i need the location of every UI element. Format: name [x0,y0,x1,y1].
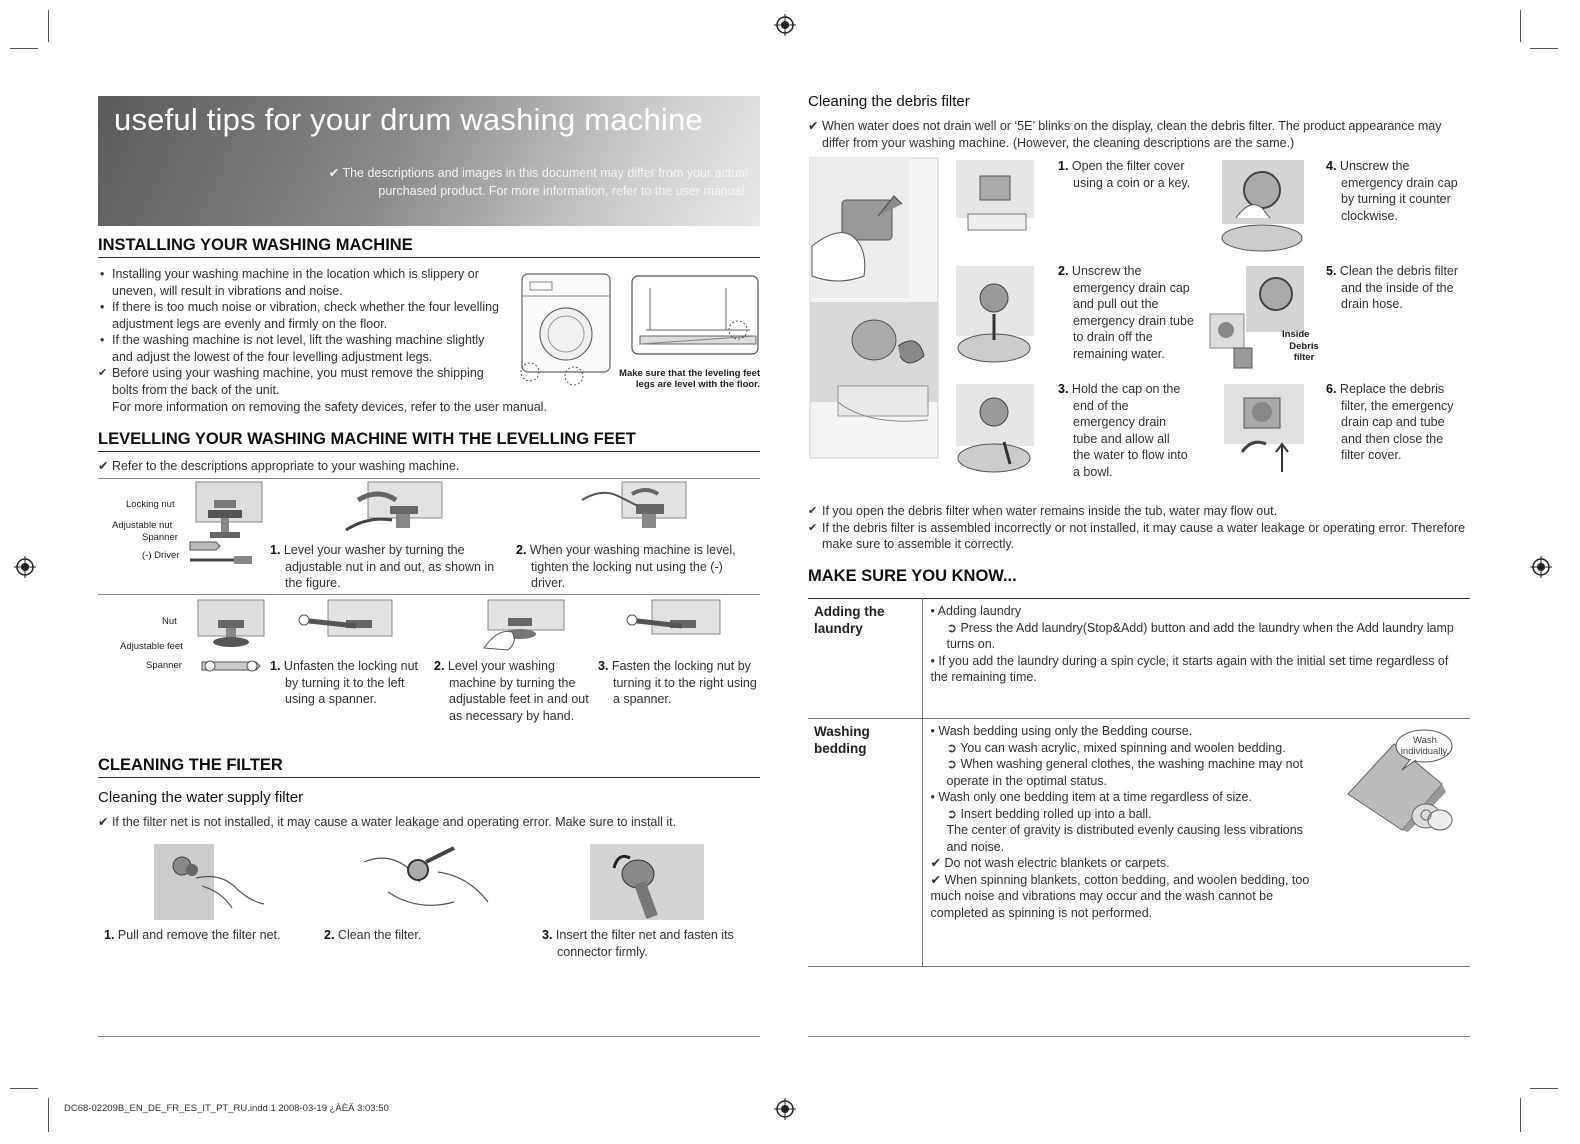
levelling-row2-step3-illustration [624,598,724,648]
installing-more: For more information on removing the safety devices, refer to the user manual. [112,400,547,414]
registration-mark-icon [1530,556,1552,578]
divider [98,478,760,479]
label-adjustable-feet: Adjustable feet [120,641,183,652]
levelling-row2-step2-illustration [468,598,568,654]
crop-mark [10,48,38,49]
list-item: • Installing your washing machine in the location which is slippery or uneven, will result in vibrations and noise. [98,266,508,299]
list-item: ➲ When washing general clothes, the washing machine may not operate in the optimal status. [946,757,1304,788]
debris-step6-illustration [1222,382,1306,482]
banner-note: ✔ The descriptions and images in this document may differ from your actual purchased product. For more information, refer to the user manual. [328,166,748,198]
debris-notes [808,503,1472,553]
label-nut: Nut [162,616,177,627]
water-filter-step1: 1. Pull and remove the filter net. [104,928,281,942]
debris-step5: 5. Clean the debris filter and the inside of the drain hose. [1326,264,1459,311]
installing-list [98,266,508,398]
crop-mark [1530,48,1558,49]
crop-mark [10,1088,38,1089]
list-item: ✔ Before using your washing machine, you must remove the shipping bolts from the back of the unit. [98,365,508,398]
debris-step1-illustration [954,158,1036,234]
list-item: • If the washing machine is not level, lift the washing machine slightly and adjust the lowest of the four levelling adjustment legs. [98,332,508,365]
registration-mark-icon [774,1098,796,1120]
list-item: • If you add the laundry during a spin cycle, it starts again with the initial set time regardless of the remaining time. [930,653,1449,684]
label-adjustable-nut: Adjustable nut [112,520,173,531]
levelling-title: LEVELLING YOUR WASHING MACHINE WITH THE LEVELLING FEET [98,430,760,452]
list-item: • Adding laundry [930,604,1022,618]
water-filter-step2: 2. Clean the filter. [324,928,422,942]
levelling-step2-illustration [578,480,690,540]
divider [98,594,760,595]
water-filter-step3: 3. Insert the filter net and fasten its connector firmly. [542,928,734,959]
table-row [808,599,1470,719]
debris-step2-illustration [954,264,1036,374]
levelling-feet-diagram-2 [196,598,272,682]
crop-mark [48,10,49,42]
water-filter-step1-illustration [152,842,268,922]
levelling-row2-step1: 1. Unfasten the locking nut by turning it to the left using a spanner. [270,659,419,706]
make-sure-title: MAKE SURE YOU KNOW... [808,567,1017,585]
debris-step2: 2. Unscrew the emergency drain cap and pull out the emergency drain tube to drain off the remaining water. [1058,264,1194,361]
title-banner [98,96,760,226]
water-filter-note: ✔ If the filter net is not installed, it may cause a water leakage and operating error. Make sure to install it. [98,815,677,829]
installing-fig-caption: Make sure that the leveling feet legs are level with the floor. [619,368,760,390]
list-item: ✔ Do not wash electric blankets or carpets. [930,856,1170,870]
label-spanner: Spanner [142,532,178,543]
registration-mark-icon [14,556,36,578]
levelling-step1-illustration [338,480,448,540]
levelling-row1-step1: 1. Level your washer by turning the adjustable nut in and out, as shown in the figure. [270,543,495,590]
footer-slug: DC68-02209B_EN_DE_FR_ES_IT_PT_RU.indd 1 2008-03-19 ¿ÀÈÄ 3:03:50 [64,1103,389,1114]
list-item: • Wash only one bedding item at a time regardless of size. [930,790,1252,804]
list-item: ✔ If you open the debris filter when water remains inside the tub, water may flow out. [808,503,1472,520]
levelling-row2-step2: 2. Level your washing machine by turning the adjustable feet in and out as necessary by hand. [434,659,589,723]
label-debris-filter: Debris filter [1289,341,1319,363]
row-head-adding-laundry: Adding the laundry [808,599,922,719]
label-locking-nut: Locking nut [126,499,175,510]
debris-step4-illustration [1220,158,1306,254]
crop-mark [1520,10,1521,42]
list-item: • Wash bedding using only the Bedding course. [930,724,1193,738]
row-body-adding-laundry [922,599,1470,719]
page-bottom-rule [808,1036,1470,1037]
crop-mark [1530,1088,1558,1089]
label-driver: (-) Driver [142,550,180,561]
crop-mark [48,1098,49,1132]
levelling-feet-diagram-1 [186,480,266,566]
debris-intro: ✔ When water does not drain well or ‘5E’ blinks on the display, clean the debris filter. The product appearance may differ from your washing machine. (However, the cleaning descriptions are the same.) [808,119,1442,150]
debris-step3-illustration [954,382,1036,482]
debris-overview-illustration [808,156,940,460]
label-spanner-2: Spanner [146,660,182,671]
list-item: ➲ Press the Add laundry(Stop&Add) button and add the laundry when the Add laundry lamp turns on. [946,620,1454,651]
levelling-row2-step1-illustration [296,598,396,648]
list-item: ➲ Insert bedding rolled up into a ball. [946,806,1152,821]
list-item: ✔ When spinning blankets, cotton bedding, and woolen bedding, too much noise and vibrations may occur and the wash cannot be completed as spinning is not performed. [930,872,1310,920]
label-inside: Inside [1282,329,1310,340]
bubble-text: Wash individually. [1400,735,1450,757]
list-item: The center of gravity is distributed evenly causing less vibrations and noise. [946,823,1303,854]
cleaning-filter-title: CLEANING THE FILTER [98,756,760,778]
debris-step3: 3. Hold the cap on the end of the emergency drain tube and allow all the water to flow into a bowl. [1058,382,1188,479]
list-item: • If there is too much noise or vibration, check whether the four levelling adjustment legs are evenly and firmly on the floor. [98,299,508,332]
row-head-washing-bedding: Washing bedding [808,719,922,967]
water-supply-filter-subtitle: Cleaning the water supply filter [98,789,304,806]
debris-step1: 1. Open the filter cover using a coin or a key. [1058,159,1191,190]
registration-mark-icon [774,14,796,36]
water-filter-step3-illustration [588,842,706,922]
page-bottom-rule [98,1036,760,1037]
debris-step4: 4. Unscrew the emergency drain cap by turning it counter clockwise. [1326,159,1458,223]
debris-step6: 6. Replace the debris filter, the emergency drain cap and tube and then close the filter cover. [1326,382,1454,462]
levelling-intro: ✔ Refer to the descriptions appropriate to your washing machine. [98,459,460,473]
page-title: useful tips for your drum washing machine [114,102,703,137]
water-filter-step2-illustration [358,842,492,922]
list-item: ➲ You can wash acrylic, mixed spinning and woolen bedding. [946,740,1286,755]
debris-filter-title: Cleaning the debris filter [808,93,970,110]
levelling-row2-step3: 3. Fasten the locking nut by turning it to the right using a spanner. [598,659,757,706]
installing-title: INSTALLING YOUR WASHING MACHINE [98,236,760,258]
crop-mark [1520,1098,1521,1132]
list-item: ✔ If the debris filter is assembled incorrectly or not installed, it may cause a water leakage or operating error. Therefore make sure to assemble it correctly. [808,520,1472,553]
levelling-row1-step2: 2. When your washing machine is level, tighten the locking nut using the (-) driver. [516,543,736,590]
